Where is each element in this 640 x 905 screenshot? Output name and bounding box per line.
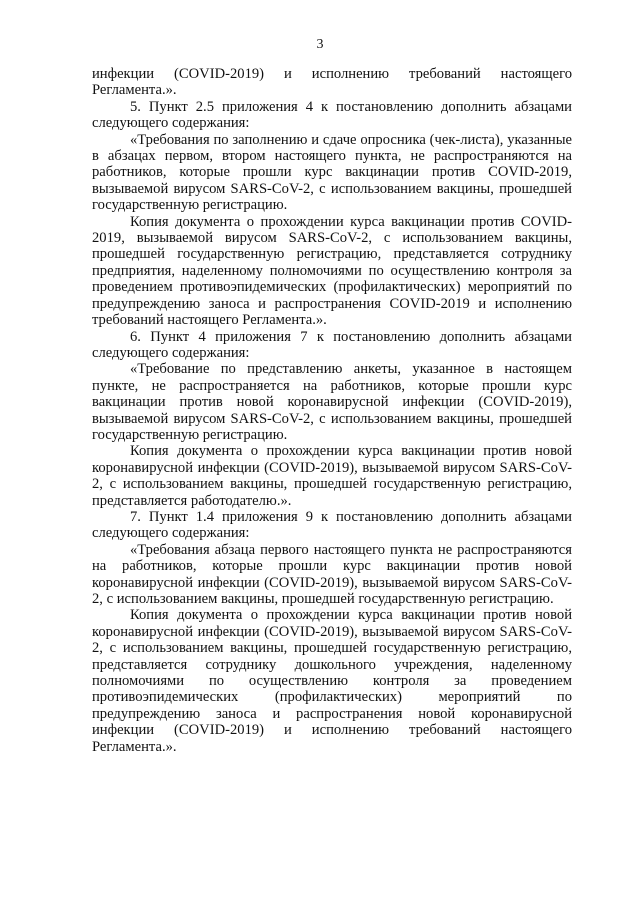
document-body xyxy=(92,66,572,755)
paragraph-item-6-quote-1: «Требование по представлению анкеты, указанное в настоящем пункте, не распространяется на работников, которые прошли курс вакцинации против новой коронавирусной инфекции (COVID-2019), вызываемой вирусом SARS-CoV-2, с использованием вакцины, прошедшей государственную регистрацию. xyxy=(92,361,572,443)
page-number: 3 xyxy=(316,37,324,52)
paragraph-continuation: инфекции (COVID-2019) и исполнению требований настоящего Регламента.». xyxy=(92,66,572,99)
paragraph-item-5: 5. Пункт 2.5 приложения 4 к постановлению дополнить абзацами следующего содержания: xyxy=(92,98,572,132)
paragraph-item-7-quote-1: «Требования абзаца первого настоящего пункта не распространяются на работников, которые прошли курс вакцинации против новой коронавирусной инфекции (COVID-2019), вызываемой вирусом SARS-CoV-2, с использованием вакцины, прошедшей государственную регистрацию. xyxy=(92,541,572,607)
paragraph-item-7-quote-2: Копия документа о прохождении курса вакцинации против новой коронавирусной инфекции (COVID-2019), вызываемой вирусом SARS-CoV-2, с использованием вакцины, прошедшей государственную регистрацию, представляется сотруднику дошкольного учреждения, наделенному полномочиями по осуществлению контроля за проведением противоэпидемических (профилактических) мероприятий по предупреждению заноса и распространения новой коронавирусной инфекции (COVID-2019) и исполнению требований настоящего Регламента.». xyxy=(92,607,572,755)
paragraph-item-6-quote-2: Копия документа о прохождении курса вакцинации против новой коронавирусной инфекции (COVID-2019), вызываемой вирусом SARS-CoV-2, с использованием вакцины, прошедшей государственную регистрацию, представляется работодателю.». xyxy=(92,443,572,509)
paragraph-item-6: 6. Пункт 4 приложения 7 к постановлению дополнить абзацами следующего содержания: xyxy=(92,328,572,361)
paragraph-item-7: 7. Пункт 1.4 приложения 9 к постановлению дополнить абзацами следующего содержания: xyxy=(92,508,572,542)
paragraph-item-5-quote-2: Копия документа о прохождении курса вакцинации против COVID-2019, вызываемой вирусом SARS-CoV-2, с использованием вакцины, прошедшей государственную регистрацию, представляется сотруднику предприятия, наделенному полномочиями по осуществлению контроля за проведением противоэпидемических (профилактических) мероприятий по предупреждению заноса и распространения COVID-2019 и исполнению требований настоящего Регламента.». xyxy=(92,213,572,329)
paragraph-item-5-quote-1: «Требования по заполнению и сдаче опросника (чек-листа), указанные в абзацах первом, втором настоящего пункта, не распространяются на работников, которые прошли курс вакцинации против COVID-2019, вызываемой вирусом SARS-CoV-2, с использованием вакцины, прошедшей государственную регистрацию. xyxy=(92,131,572,214)
